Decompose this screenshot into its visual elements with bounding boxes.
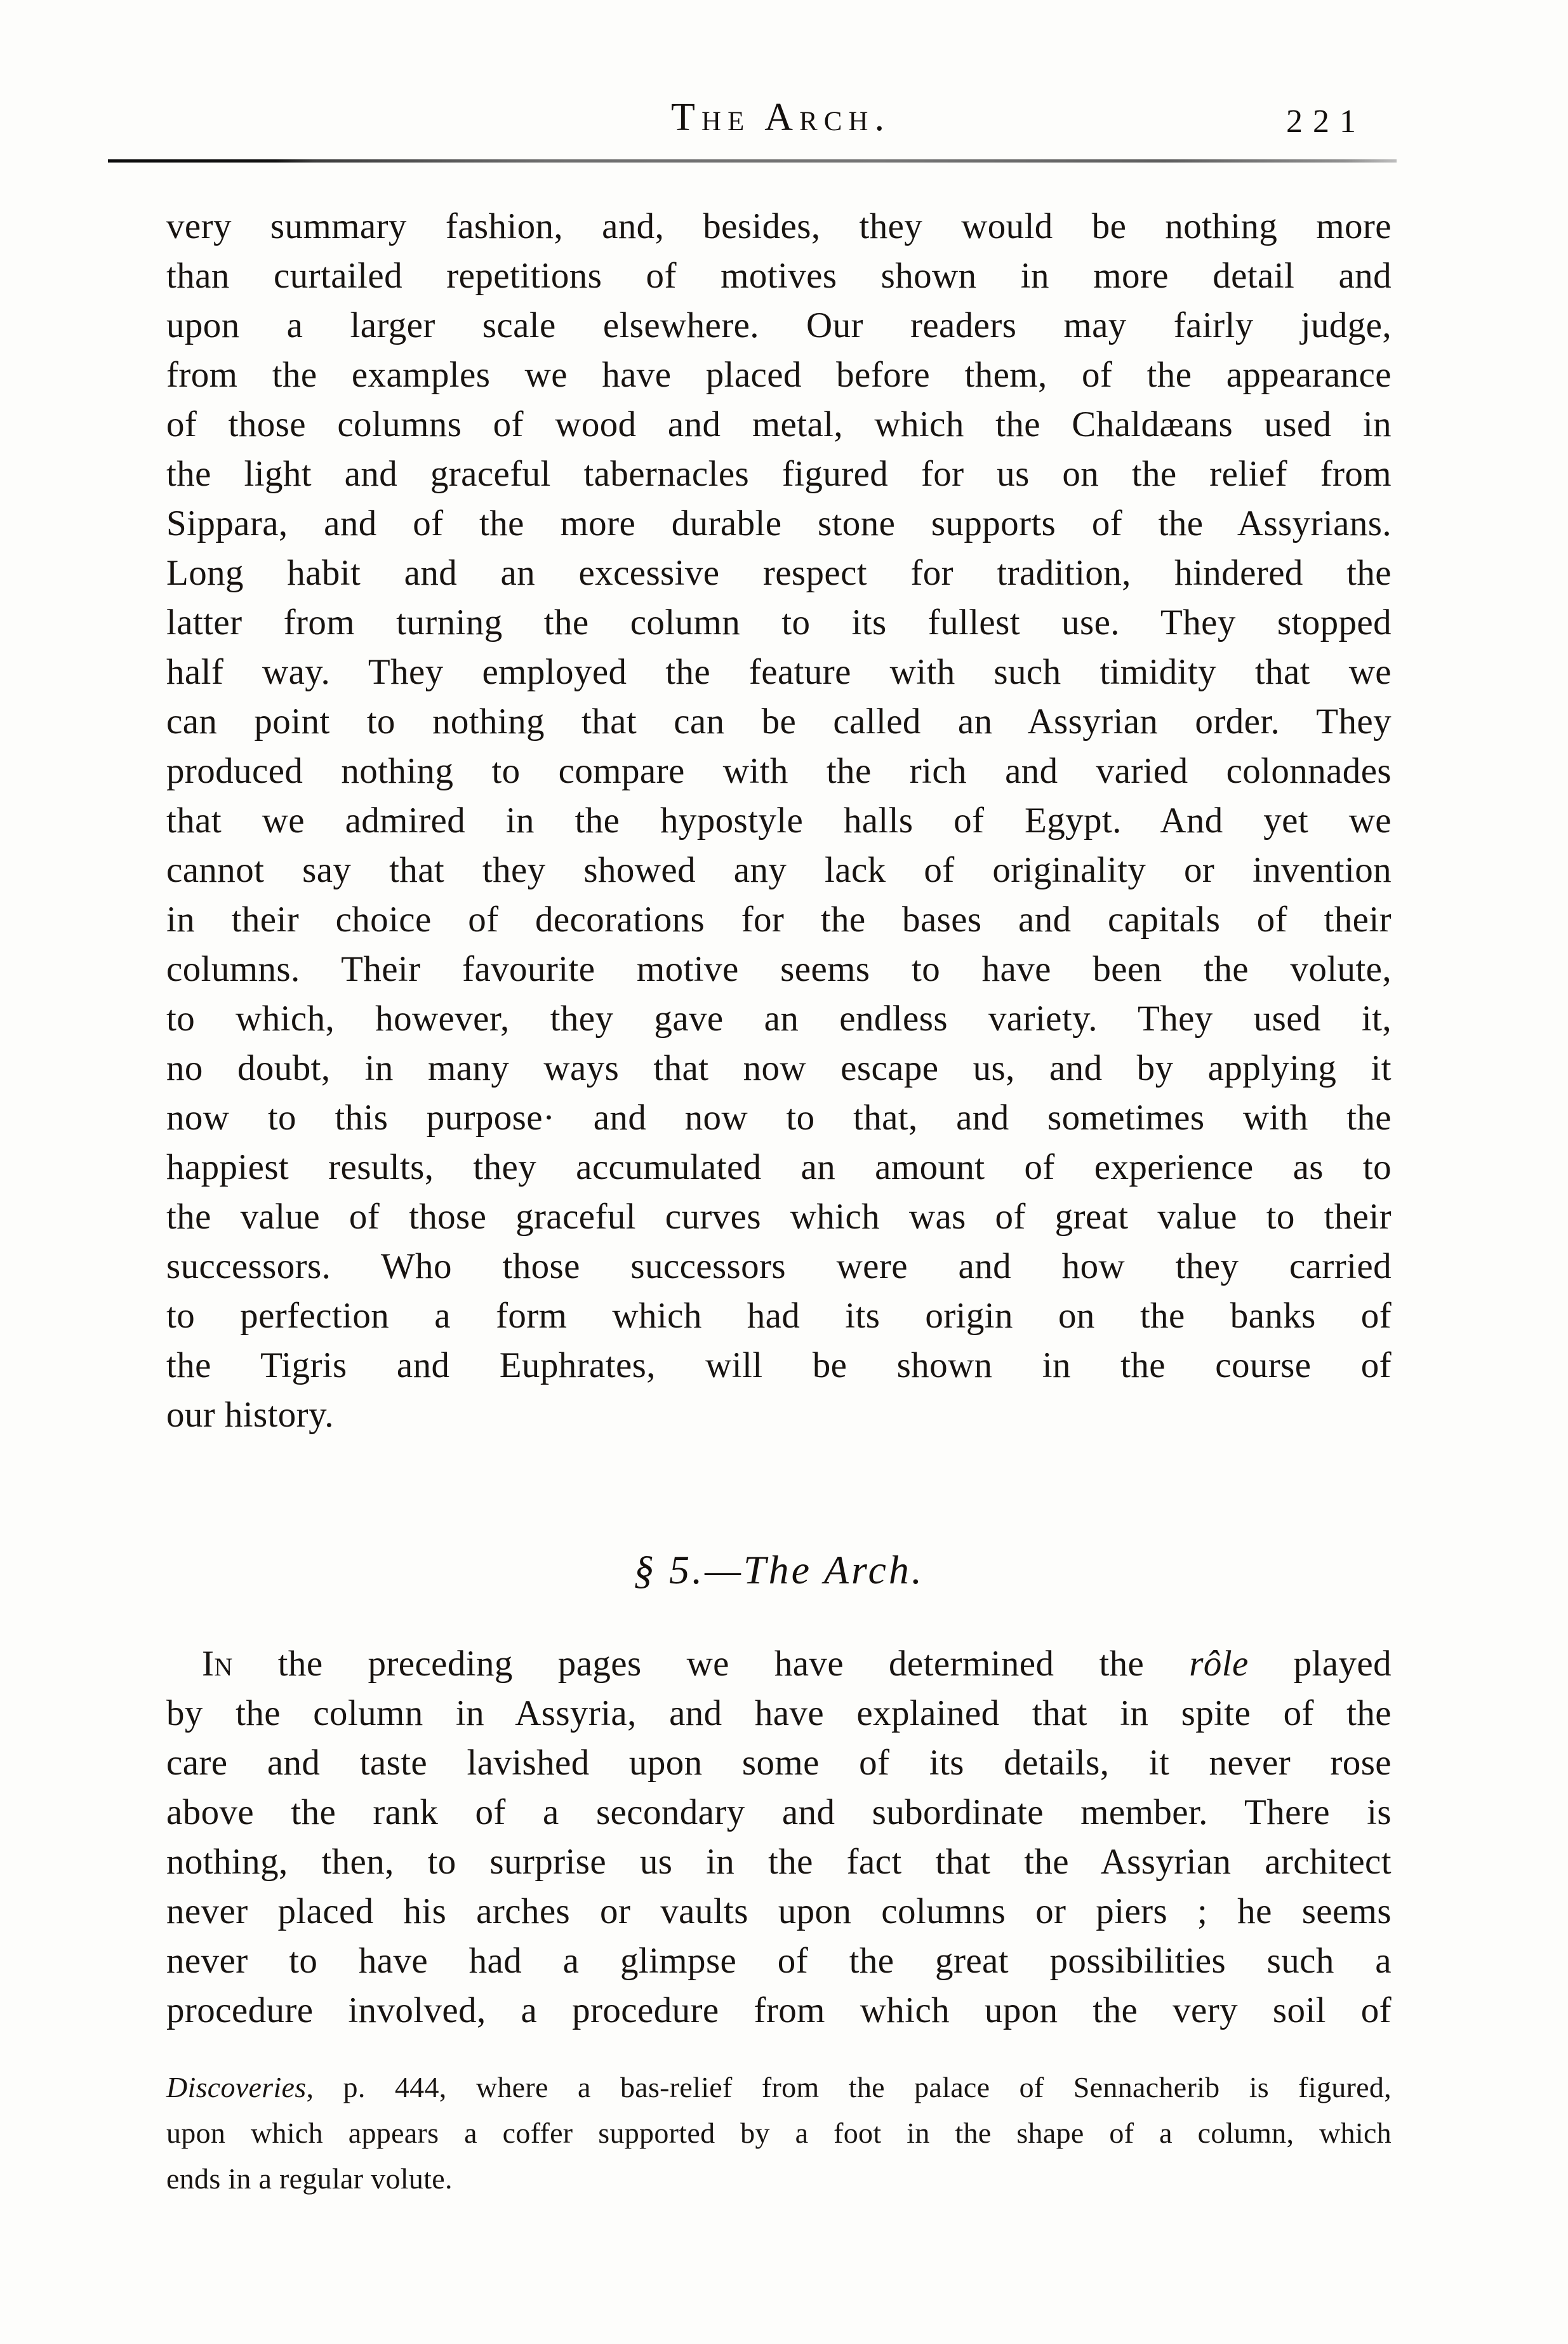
text-line: upon which appears a coffer supported by a foot in the shape of a column, which	[166, 2117, 1392, 2149]
text-line: from the examples we have placed before them, of the appearance	[166, 355, 1392, 395]
text-line: that we admired in the hypostyle halls of Egypt. And yet we	[166, 801, 1392, 841]
text-line: produced nothing to compare with the rich and varied colonnades	[166, 751, 1392, 791]
text-line: care and taste lavished upon some of its details, it never rose	[166, 1743, 1392, 1783]
text-line: by the column in Assyria, and have explained that in spite of the	[166, 1693, 1392, 1733]
paragraph-columns-discussion	[166, 202, 1392, 1440]
paragraph-the-arch-intro	[166, 1639, 1392, 2035]
text-line: cannot say that they showed any lack of originality or invention	[166, 850, 1392, 890]
footnote	[166, 2065, 1392, 2202]
text-line: half way. They employed the feature with such timidity that we	[166, 652, 1392, 692]
text-line: In the preceding pages we have determined the rôle played	[202, 1644, 1392, 1684]
section-heading: § 5.—The Arch.	[634, 1547, 924, 1592]
text-line: the value of those graceful curves which was of great value to their	[166, 1197, 1392, 1237]
header-rule	[108, 159, 1397, 163]
text-line: to perfection a form which had its origin on the banks of	[166, 1296, 1392, 1336]
text-line: columns. Their favourite motive seems to have been the volute,	[166, 949, 1392, 989]
text-line: now to this purpose· and now to that, and sometimes with the	[166, 1098, 1392, 1138]
text-line: above the rank of a secondary and subordinate member. There is	[166, 1792, 1392, 1832]
text-line: our history.	[166, 1395, 334, 1435]
text-line: the light and graceful tabernacles figured for us on the relief from	[166, 454, 1392, 494]
text-line: in their choice of decorations for the bases and capitals of their	[166, 900, 1392, 940]
text-line: than curtailed repetitions of motives shown in more detail and	[166, 256, 1392, 296]
text-line: never placed his arches or vaults upon columns or piers ; he seems	[166, 1891, 1392, 1931]
text-line: nothing, then, to surprise us in the fact that the Assyrian architect	[166, 1842, 1392, 1882]
text-line: ends in a regular volute.	[166, 2162, 453, 2195]
text-line: Long habit and an excessive respect for tradition, hindered the	[166, 553, 1392, 593]
text-line: Discoveries, p. 444, where a bas-relief from the palace of Sennacherib is figured,	[166, 2071, 1392, 2103]
text-line: latter from turning the column to its fullest use. They stopped	[166, 603, 1392, 643]
text-line: to which, however, they gave an endless variety. They used it,	[166, 999, 1392, 1039]
text-line: happiest results, they accumulated an amount of experience as to	[166, 1147, 1392, 1187]
running-head-title: The Arch.	[671, 96, 891, 139]
text-line: upon a larger scale elsewhere. Our readers may fairly judge,	[166, 305, 1392, 345]
text-line: very summary fashion, and, besides, they would be nothing more	[166, 206, 1392, 246]
text-line: of those columns of wood and metal, which the Chaldæans used in	[166, 404, 1392, 444]
text-line: the Tigris and Euphrates, will be shown in the course of	[166, 1345, 1392, 1385]
text-line: can point to nothing that can be called an Assyrian order. They	[166, 702, 1392, 742]
text-line: procedure involved, a procedure from which upon the very soil of	[166, 1990, 1392, 2030]
text-line: never to have had a glimpse of the great possibilities such a	[166, 1941, 1392, 1981]
page-number: 221	[1286, 103, 1366, 140]
text-line: Sippara, and of the more durable stone supports of the Assyrians.	[166, 503, 1392, 543]
text-line: successors. Who those successors were and how they carried	[166, 1246, 1392, 1286]
text-line: no doubt, in many ways that now escape us, and by applying it	[166, 1048, 1392, 1088]
